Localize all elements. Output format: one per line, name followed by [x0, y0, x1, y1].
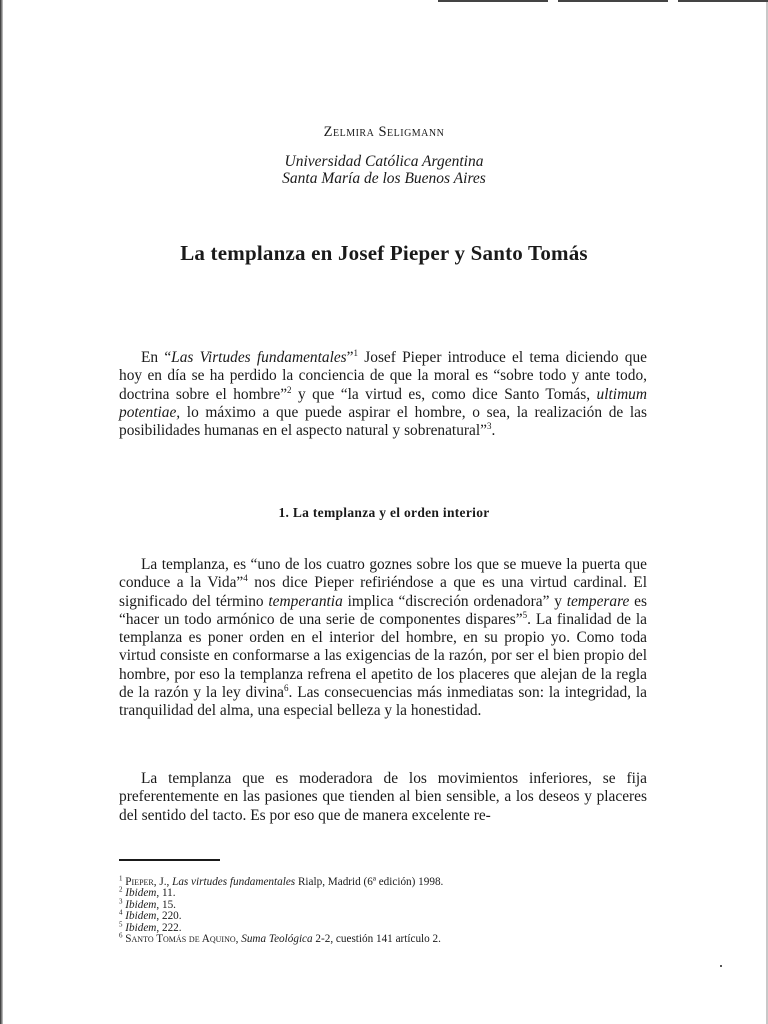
scan-speck [720, 965, 722, 967]
affiliation-line-1: Universidad Católica Argentina [284, 153, 484, 170]
footnotes [119, 874, 647, 946]
footnote-ref: 1 [353, 347, 359, 358]
body-paragraph-1: La templanza, es “uno de los cuatro goznes sobre los que se mueve la puerta que conduce a la Vida”$^4$ nos dice Pieper refiriéndose a que es una virtud cardinal. El significado del término temperantia implica “discreción ordenadora” y temperare es “hacer un todo armónico de una serie de componentes dispares”$^5$. La finalidad de la templanza es poner orden en el interior del hombre, en su propio yo. Como toda virtud consiste en conformarse a las exigencias de la razón, por ser el bien propio del hombre, por eso la templanza refrena el apetito de los placeres que alejan de la regla de la razón y la ley divina$^6$. Las consecuencias más inmediatas son: la integridad, la tranquilidad del alma, una especial belleza y la honestidad. [119, 556, 647, 720]
author-affiliation [0, 153, 768, 187]
footnote: $^6$ Santo Tomás de Aquino, Suma Teológica 2-2, cuestión 141 artículo 2. [119, 931, 441, 946]
scan-top-marks [438, 0, 768, 2]
article-title: La templanza en Josef Pieper y Santo Tomás [180, 241, 588, 265]
author-name: Zelmira Seligmann [323, 124, 445, 140]
footnote: $^3$ Ibidem, 15. [119, 897, 176, 911]
footnote: $^4$ Ibidem, 220. [119, 908, 182, 923]
footnote: $^5$ Ibidem, 222. [119, 919, 182, 934]
affiliation-line-2: Santa María de los Buenos Aires [282, 170, 486, 187]
footnote-ref: 4 [243, 573, 248, 584]
footnote-separator [119, 859, 220, 861]
footnote: $^1$ Pieper, J., Las virtudes fundamentales Rialp, Madrid (6ª edición) 1998. [119, 874, 444, 888]
section-heading: 1. La templanza y el orden interior [278, 505, 490, 520]
footnote-ref: 6 [284, 682, 289, 693]
body-paragraph-2: La templanza que es moderadora de los movimientos inferiores, se fija preferentemente en las pasiones que tienden al bien sensible, a los deseos y placeres del sentido del tacto. Es por eso que de manera excelente re- [119, 770, 647, 824]
footnote-ref: 2 [287, 384, 292, 395]
footnote-ref: 3 [486, 421, 492, 432]
footnote: $^2$ Ibidem, 11. [119, 885, 176, 900]
footnote-ref: 5 [522, 609, 528, 620]
intro-paragraph: En “Las Virtudes fundamentales”$^1$ Josef Pieper introduce el tema diciendo que hoy en día se ha perdido la conciencia de que la moral es “sobre todo y ante todo, doctrina sobre el hombre”$^2$ y que “la virtud es, como dice Santo Tomás, ultimum potentiae, lo máximo a que puede aspirar el hombre, o sea, la realización de las posibilidades humanas en el aspecto natural y sobrenatural”$^3$. [119, 347, 647, 440]
